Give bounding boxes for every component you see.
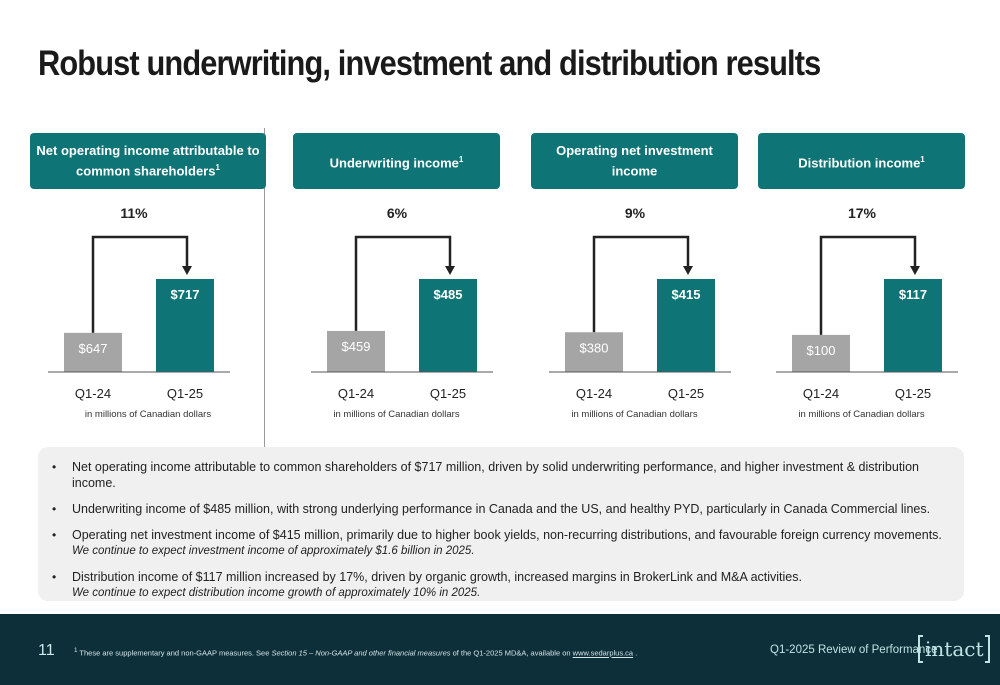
unit-label: in millions of Canadian dollars	[571, 409, 698, 420]
chart-plot	[758, 189, 994, 409]
chart-plot	[531, 189, 767, 409]
bullet-subtext: We continue to expect investment income of approximately $1.6 billion in 2025.	[72, 545, 475, 557]
tick-label: Q1-25	[667, 386, 705, 401]
unit-label: in millions of Canadian dollars	[333, 409, 460, 420]
tick-label: Q1-24	[575, 386, 613, 401]
chart-operating-net-investment-income	[531, 133, 738, 433]
page-title: Robust underwriting, investment and distribution results	[38, 44, 821, 83]
bullet-icon: •	[52, 570, 57, 584]
chart-header	[758, 133, 965, 189]
chart-header	[531, 133, 738, 189]
bullet-icon: •	[52, 528, 57, 542]
footnote-text: These are supplementary and non-GAAP measures. See	[77, 648, 272, 658]
intact-logo	[918, 634, 990, 664]
data-label: $117	[898, 287, 928, 302]
summary-panel	[38, 447, 964, 601]
bullet-item	[52, 459, 944, 491]
footnote-text: .	[633, 648, 638, 658]
arrow-head-icon	[182, 266, 192, 275]
chart-plot	[30, 189, 266, 409]
chart-title: Net operating income attributable to common shareholders	[36, 143, 260, 179]
chart-net-operating-income	[30, 133, 266, 433]
unit-label: in millions of Canadian dollars	[798, 409, 925, 420]
bullet-text: Net operating income attributable to common shareholders of $717 million, driven by solid underwriting performance, and higher investment & distribution income.	[72, 460, 919, 490]
footnote-marker: 1	[920, 154, 925, 164]
bullet-subtext: We continue to expect distribution income growth of approximately 10% in 2025.	[72, 587, 481, 599]
arrow-head-icon	[910, 266, 920, 275]
chart-title: Distribution income	[798, 155, 921, 171]
footnote-marker: 1	[74, 647, 78, 654]
data-label: $717	[170, 287, 200, 302]
bullet-icon: •	[52, 460, 57, 474]
footnote-marker: 1	[215, 163, 220, 173]
footnote-marker: 1	[458, 154, 464, 164]
footnote	[74, 647, 637, 658]
logo-text: intact	[925, 637, 984, 661]
footer	[0, 614, 1000, 685]
tick-label: Q1-25	[429, 386, 467, 401]
sedar-link[interactable]: www.sedarplus.ca	[572, 648, 634, 658]
growth-label: 9%	[624, 205, 646, 221]
chart-header	[293, 133, 500, 189]
data-label: $415	[671, 287, 701, 302]
arrow-head-icon	[683, 266, 693, 275]
chart-header	[30, 133, 266, 189]
arrow-head-icon	[445, 266, 455, 275]
data-label: $380	[579, 340, 609, 356]
tick-label: Q1-24	[74, 386, 112, 401]
data-label: $485	[433, 287, 463, 302]
growth-label: 17%	[847, 205, 877, 221]
data-label: $459	[341, 338, 371, 354]
growth-label: 6%	[386, 205, 408, 221]
bullet-item	[52, 527, 944, 559]
growth-label: 11%	[120, 205, 148, 221]
tick-label: Q1-24	[802, 386, 840, 401]
logo-bracket-left	[918, 635, 923, 663]
data-label: $100	[806, 342, 836, 358]
footnote-section-ref: Section 15 – Non-GAAP and other financial measures	[271, 648, 451, 658]
footnote-text: of the Q1-2025 MD&A, available on	[450, 648, 573, 658]
logo-bracket-right	[985, 635, 990, 663]
tick-label: Q1-24	[337, 386, 375, 401]
bullet-text: Distribution income of $117 million increased by 17%, driven by organic growth, increased margins in BrokerLink and M&A activities.	[72, 570, 802, 584]
bullet-item	[52, 569, 944, 601]
tick-label: Q1-25	[166, 386, 204, 401]
review-label: Q1-2025 Review of Performance	[770, 644, 938, 656]
chart-plot	[293, 189, 529, 409]
chart-underwriting-income	[293, 133, 500, 433]
tick-label: Q1-25	[894, 386, 932, 401]
chart-title: Operating net investment income	[556, 143, 713, 179]
page-number: 11	[38, 642, 55, 659]
bullet-text: Operating net investment income of $415 million, primarily due to higher book yields, non-recurring distributions, and favourable foreign currency movements.	[72, 528, 942, 542]
bullet-text: Underwriting income of $485 million, with strong underlying performance in Canada and the US, and healthy PYD, particularly in Canada Commercial lines.	[72, 502, 931, 516]
chart-distribution-income	[758, 133, 965, 433]
bullet-icon: •	[52, 502, 57, 516]
bullet-item	[52, 501, 944, 517]
unit-label: in millions of Canadian dollars	[84, 409, 212, 420]
chart-title: Underwriting income	[329, 155, 459, 171]
data-label: $647	[78, 340, 108, 356]
